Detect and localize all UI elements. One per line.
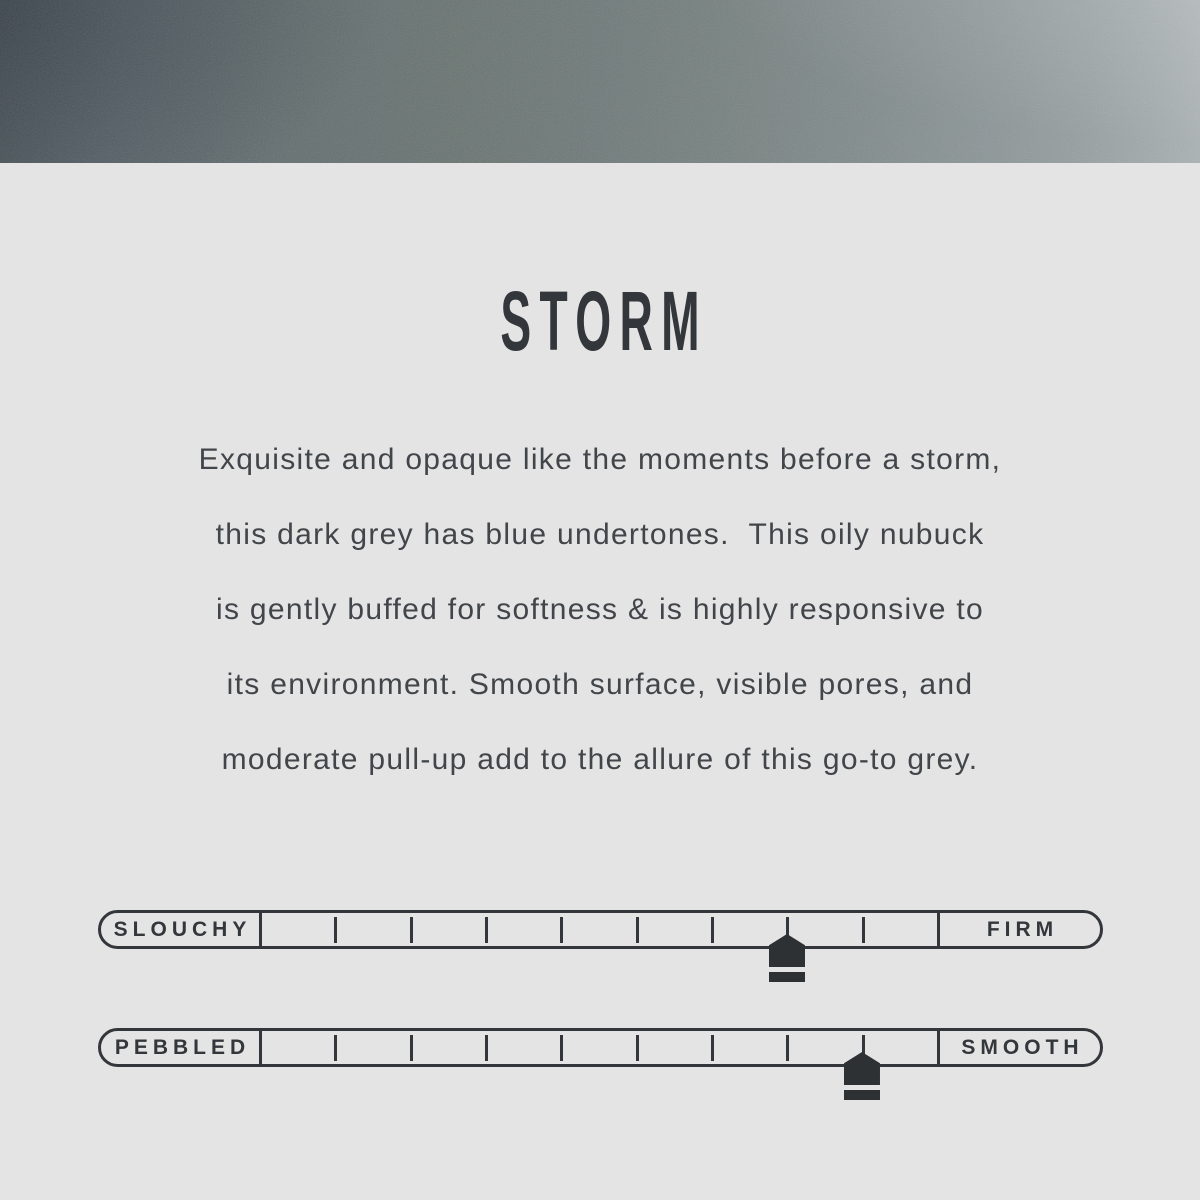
tick-mark <box>560 1035 563 1061</box>
leather-grain-texture <box>0 0 1200 163</box>
marker-nib-icon <box>844 1052 880 1085</box>
tick-mark <box>636 917 639 943</box>
tick-mark <box>410 917 413 943</box>
texture-scale <box>98 1028 1103 1067</box>
marker-base-bar <box>769 972 805 982</box>
marker-base-bar <box>844 1090 880 1100</box>
tick-mark <box>786 1035 789 1061</box>
tick-mark <box>334 917 337 943</box>
description-line: moderate pull-up add to the allure of this go-to grey. <box>221 743 979 776</box>
tick-mark <box>711 917 714 943</box>
texture-marker <box>844 1052 880 1100</box>
tick-mark <box>410 1035 413 1061</box>
description-paragraph <box>0 422 1200 797</box>
tick-mark <box>560 917 563 943</box>
texture-scale-left-label: PEBBLED <box>101 1031 262 1064</box>
tick-mark <box>711 1035 714 1061</box>
page-title: STORM <box>500 274 708 368</box>
tick-mark <box>485 1035 488 1061</box>
description-line: Exquisite and opaque like the moments before a storm, <box>198 443 1002 476</box>
firmness-marker <box>769 934 805 982</box>
tick-mark <box>862 917 865 943</box>
leather-swatch-photo <box>0 0 1200 163</box>
firmness-scale-track <box>262 913 937 946</box>
firmness-scale-right-label: FIRM <box>937 913 1100 946</box>
texture-scale-track <box>262 1031 937 1064</box>
description-line: this dark grey has blue undertones. This oily nubuck <box>215 518 985 551</box>
description-line: its environment. Smooth surface, visible pores, and <box>226 668 974 701</box>
tick-mark <box>485 917 488 943</box>
texture-scale-right-label: SMOOTH <box>937 1031 1100 1064</box>
tick-mark <box>636 1035 639 1061</box>
firmness-scale <box>98 910 1103 949</box>
firmness-scale-left-label: SLOUCHY <box>101 913 262 946</box>
marker-nib-icon <box>769 934 805 967</box>
description-line: is gently buffed for softness & is highly responsive to <box>216 593 984 626</box>
tick-mark <box>334 1035 337 1061</box>
